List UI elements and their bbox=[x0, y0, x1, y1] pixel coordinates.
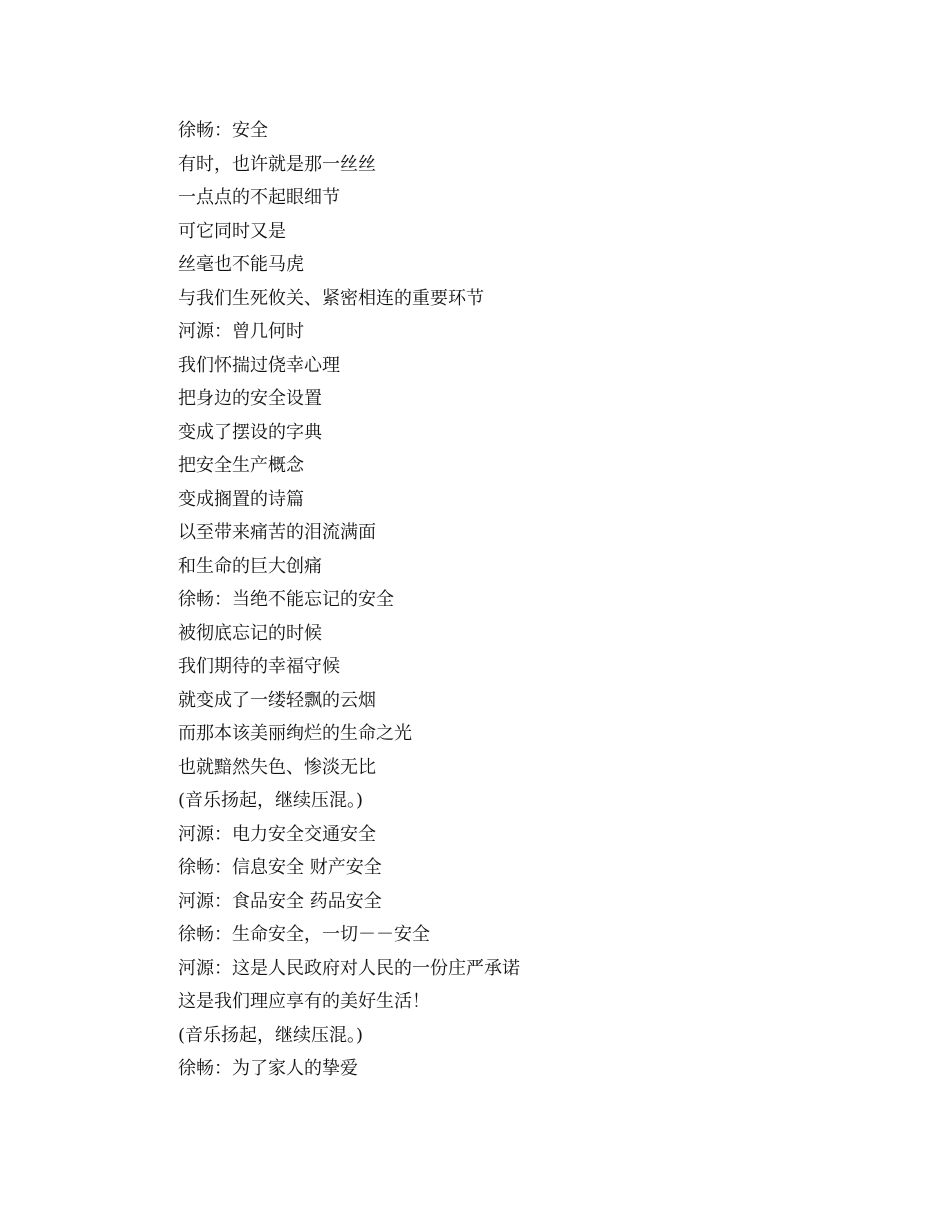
script-line: 丝毫也不能马虎 bbox=[178, 254, 304, 275]
script-line: 徐畅：当绝不能忘记的安全 bbox=[178, 589, 394, 610]
script-line: 徐畅：为了家人的挚爱 bbox=[178, 1058, 358, 1079]
script-line: 河源：食品安全 药品安全 bbox=[178, 890, 382, 912]
script-line: 把安全生产概念 bbox=[178, 455, 304, 476]
script-line: 有时，也许就是那一丝丝 bbox=[178, 153, 376, 175]
script-line: 河源：这是人民政府对人民的一份庄严承诺 bbox=[178, 957, 520, 979]
script-line: 一点点的不起眼细节 bbox=[178, 187, 340, 208]
script-line: 变成搁置的诗篇 bbox=[178, 488, 304, 510]
script-line: 而那本该美丽绚烂的生命之光 bbox=[178, 723, 412, 744]
script-line: 这是我们理应享有的美好生活！ bbox=[178, 991, 430, 1012]
script-lines bbox=[178, 114, 878, 1086]
script-line: 和生命的巨大创痛 bbox=[178, 555, 322, 577]
script-line: 被彻底忘记的时候 bbox=[178, 622, 322, 644]
script-line: 可它同时又是 bbox=[178, 220, 286, 242]
stage-direction: (音乐扬起，继续压混。) bbox=[178, 1024, 364, 1046]
script-line: 我们怀揣过侥幸心理 bbox=[178, 354, 340, 376]
script-line: 河源：曾几何时 bbox=[178, 321, 304, 342]
script-line: 变成了摆设的字典 bbox=[178, 421, 322, 443]
script-line: 与我们生死攸关、紧密相连的重要环节 bbox=[178, 287, 484, 309]
script-line: 就变成了一缕轻飘的云烟 bbox=[178, 689, 376, 711]
script-line: 把身边的安全设置 bbox=[178, 388, 322, 409]
script-line: 也就黯然失色、惨淡无比 bbox=[178, 756, 376, 778]
script-line: 我们期待的幸福守候 bbox=[178, 656, 340, 677]
script-line: 徐畅：安全 bbox=[178, 120, 268, 141]
script-line: 河源：电力安全交通安全 bbox=[178, 823, 376, 845]
script-line: 徐畅：生命安全，一切－－安全 bbox=[178, 924, 430, 945]
script-line: 徐畅：信息安全 财产安全 bbox=[178, 857, 382, 878]
script-line: 以至带来痛苦的泪流满面 bbox=[178, 522, 376, 543]
stage-direction: (音乐扬起，继续压混。) bbox=[178, 790, 364, 811]
